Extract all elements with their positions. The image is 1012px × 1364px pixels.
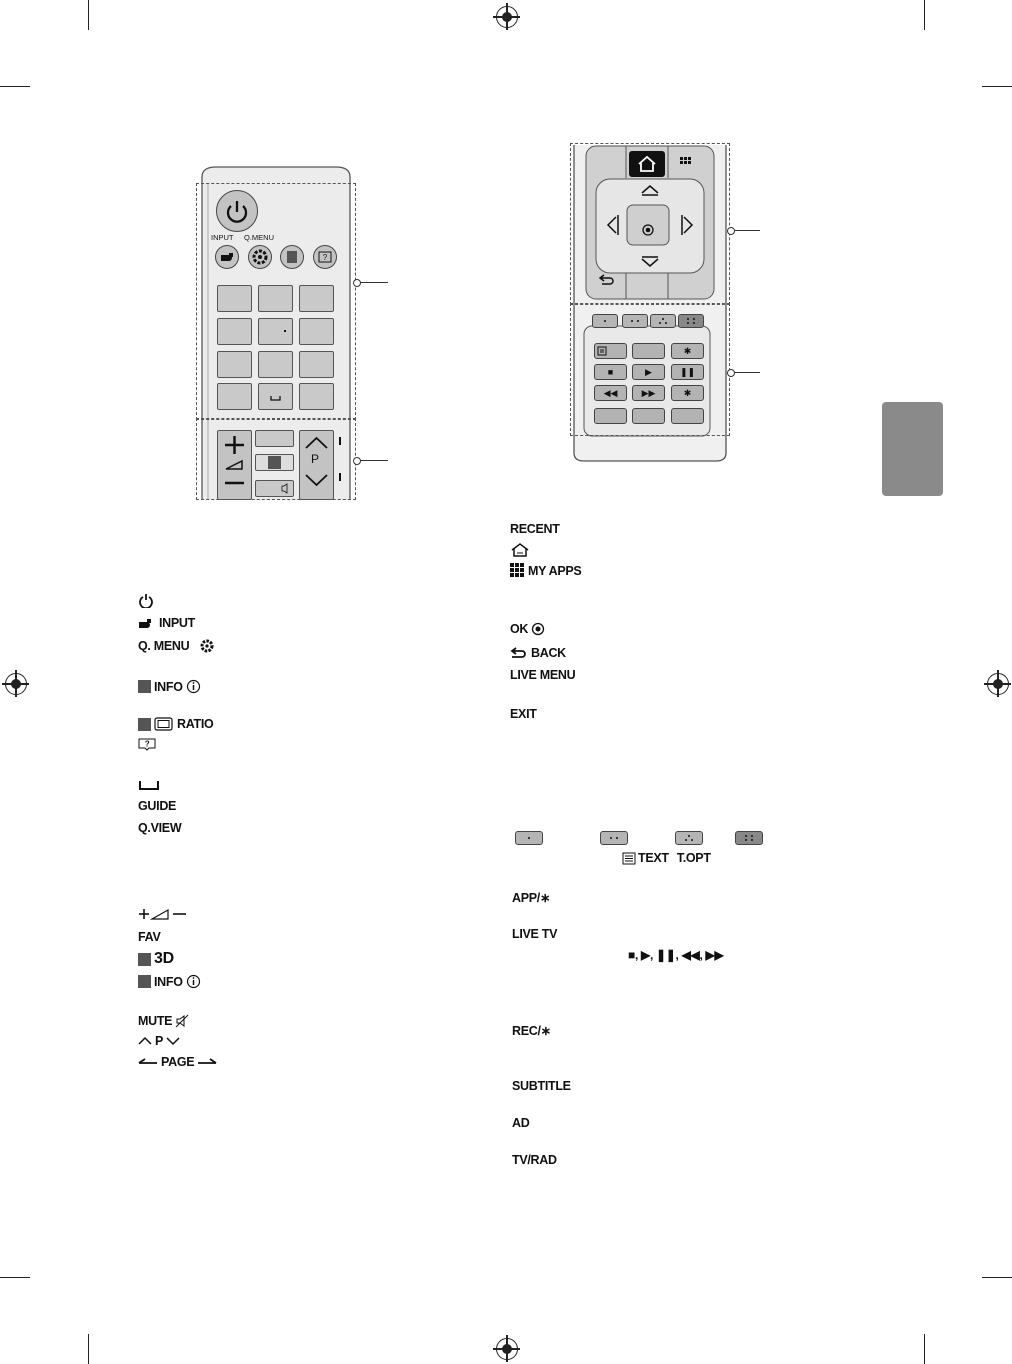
svg-text:?: ?: [144, 739, 150, 749]
qview-label: Q.VIEW: [138, 821, 182, 835]
crop-mark: [982, 86, 1012, 87]
power-button[interactable]: [216, 190, 258, 232]
space-icon: [259, 384, 292, 409]
home-label: [510, 542, 530, 558]
page-right-icon: [197, 1058, 217, 1066]
square-icon: [138, 975, 151, 988]
callout-line: [730, 372, 760, 373]
square-icon: [138, 953, 151, 966]
ad-button[interactable]: [632, 408, 665, 424]
mute-text: MUTE: [138, 1014, 173, 1028]
subtitle-button[interactable]: [594, 408, 627, 424]
rewind-button[interactable]: ◀◀: [594, 385, 627, 401]
number-key-7[interactable]: [217, 351, 252, 378]
guide-key[interactable]: [217, 383, 252, 410]
livemenu-label: LIVE MENU: [510, 668, 576, 682]
3d-button[interactable]: [255, 454, 294, 471]
help-icon: [138, 737, 156, 751]
info-label: [138, 679, 201, 694]
qmenu-label: [138, 638, 215, 654]
registration-mark: [5, 673, 27, 695]
remote-magic: [570, 143, 730, 463]
input-icon: [216, 246, 238, 268]
ok-icon: [641, 223, 655, 237]
topt-text: T.OPT: [676, 851, 711, 865]
p-label: P: [311, 452, 320, 466]
help-button[interactable]: [313, 245, 337, 269]
number-key-3[interactable]: [299, 285, 334, 312]
ratio-label: [138, 717, 213, 731]
square-icon: [138, 680, 151, 693]
section-tab: [882, 402, 943, 496]
svg-text:?: ?: [322, 253, 328, 262]
info-text: INFO: [154, 974, 183, 989]
info-text: INFO: [154, 679, 183, 694]
ok-icon: [531, 622, 545, 636]
livetv-label: LIVE TV: [512, 927, 558, 941]
green-button-icon: [600, 831, 628, 845]
apps-grid-icon: [678, 155, 694, 171]
text-text: TEXT: [638, 851, 669, 865]
square-icon: [138, 718, 151, 731]
channel-up-icon: [138, 1036, 152, 1046]
app-label: APP/∗: [512, 891, 551, 905]
space-icon: [138, 778, 160, 792]
text-icon: [622, 852, 636, 865]
volume-icon: [138, 906, 188, 922]
remote-standard: [196, 165, 356, 500]
home-icon: [629, 151, 665, 177]
registration-mark: [987, 673, 1009, 695]
mute-icon: [175, 1014, 189, 1028]
stop-button[interactable]: ■: [594, 364, 627, 380]
info-icon: [186, 974, 201, 989]
settings-button[interactable]: [280, 245, 304, 269]
program-label: [138, 1034, 180, 1048]
pause-button[interactable]: ❚❚: [671, 364, 704, 380]
myapps-label: [510, 563, 581, 578]
number-key-8[interactable]: [258, 351, 293, 378]
qmenu-button[interactable]: [248, 245, 272, 269]
green-button[interactable]: [622, 314, 648, 328]
page-up-mark: [339, 437, 341, 445]
tvrad-button[interactable]: [671, 408, 704, 424]
subtitle-label: SUBTITLE: [512, 1079, 571, 1093]
volume-icon: [218, 431, 251, 499]
number-key-4[interactable]: [217, 318, 252, 345]
program-rocker[interactable]: [299, 430, 334, 500]
callout-line: [356, 282, 388, 283]
qmenu-text: Q. MENU: [138, 639, 190, 653]
blue-button[interactable]: [678, 314, 704, 328]
number-key-2[interactable]: [258, 285, 293, 312]
my-apps-button[interactable]: [678, 155, 694, 171]
page-left-icon: [138, 1058, 158, 1066]
fast-forward-button[interactable]: ▶▶: [632, 385, 665, 401]
back-button[interactable]: [598, 272, 616, 286]
yellow-button-icon: [675, 831, 703, 845]
power-label: [138, 592, 154, 608]
tvrad-label: TV/RAD: [512, 1153, 557, 1167]
yellow-button[interactable]: [650, 314, 676, 328]
app-button[interactable]: ✱: [671, 343, 704, 359]
recent-label: RECENT: [510, 522, 560, 536]
crop-mark: [924, 0, 925, 30]
input-button[interactable]: [215, 245, 239, 269]
number-key-6[interactable]: [299, 318, 334, 345]
input-label: [138, 616, 195, 630]
red-button-icon: [515, 831, 543, 845]
3d-label: [138, 950, 174, 968]
page-text: PAGE: [161, 1055, 195, 1069]
crop-mark: [0, 86, 30, 87]
page-down-mark: [339, 473, 341, 481]
rec-label: REC/∗: [512, 1024, 551, 1038]
mute-icon: [256, 481, 293, 496]
channel-down-icon: [166, 1036, 180, 1046]
text-icon: [595, 344, 626, 358]
number-key-5[interactable]: [258, 318, 293, 345]
registration-mark: [496, 6, 518, 28]
red-button[interactable]: [592, 314, 618, 328]
fav-label: FAV: [138, 930, 161, 944]
input-caption: INPUT: [211, 233, 234, 242]
back-icon: [598, 272, 616, 286]
volume-label: [138, 906, 188, 922]
registration-mark: [496, 1338, 518, 1360]
square-icon: [287, 251, 297, 263]
ok-label: [510, 622, 545, 636]
ok-text: OK: [510, 622, 529, 636]
playback-symbols-label: ■, ▶, ❚❚, ◀◀, ▶▶: [628, 948, 724, 962]
number-key-1[interactable]: [217, 285, 252, 312]
crop-mark: [982, 1277, 1012, 1278]
info-label-2: [138, 974, 201, 989]
qmenu-caption: Q.MENU: [244, 233, 274, 242]
p-text: P: [155, 1034, 164, 1048]
help-label: [138, 737, 156, 751]
crop-mark: [88, 1334, 89, 1364]
back-icon: [510, 646, 528, 660]
crop-mark: [0, 1277, 30, 1278]
qview-key[interactable]: [299, 383, 334, 410]
home-button[interactable]: [629, 151, 665, 177]
back-text: BACK: [531, 646, 566, 660]
3d-text: 3D: [154, 950, 174, 967]
power-icon: [217, 191, 257, 231]
back-label: [510, 646, 566, 660]
fav-button[interactable]: [255, 430, 294, 447]
ok-button[interactable]: [641, 223, 655, 237]
ad-label: AD: [512, 1116, 530, 1130]
text-topt-label: [622, 851, 711, 865]
mute-button[interactable]: [255, 480, 294, 497]
input-text: INPUT: [159, 616, 196, 630]
power-icon: [138, 592, 154, 608]
mute-label: [138, 1014, 189, 1028]
volume-rocker[interactable]: [217, 430, 252, 500]
page-label: [138, 1055, 217, 1069]
gear-icon: [249, 246, 271, 268]
guide-label: GUIDE: [138, 799, 177, 813]
square-icon: [268, 456, 281, 469]
gear-icon: [199, 638, 215, 654]
input-icon: [138, 617, 156, 629]
exit-label: EXIT: [510, 707, 537, 721]
rec-button[interactable]: ✱: [671, 385, 704, 401]
ratio-icon: [154, 717, 174, 731]
home-icon: [510, 542, 530, 558]
number-key-9[interactable]: [299, 351, 334, 378]
myapps-text: MY APPS: [528, 563, 582, 578]
info-icon: [186, 679, 201, 694]
space-label: [138, 778, 160, 792]
help-icon: [314, 246, 336, 268]
topt-button[interactable]: [632, 343, 665, 359]
text-button[interactable]: [594, 343, 627, 359]
crop-mark: [924, 1334, 925, 1364]
number-key-0[interactable]: [258, 383, 293, 410]
play-button[interactable]: ▶: [632, 364, 665, 380]
apps-grid-icon: [510, 563, 525, 578]
crop-mark: [88, 0, 89, 30]
callout-line: [356, 460, 388, 461]
callout-line: [730, 230, 760, 231]
blue-button-icon: [735, 831, 763, 845]
ratio-text: RATIO: [177, 717, 214, 731]
